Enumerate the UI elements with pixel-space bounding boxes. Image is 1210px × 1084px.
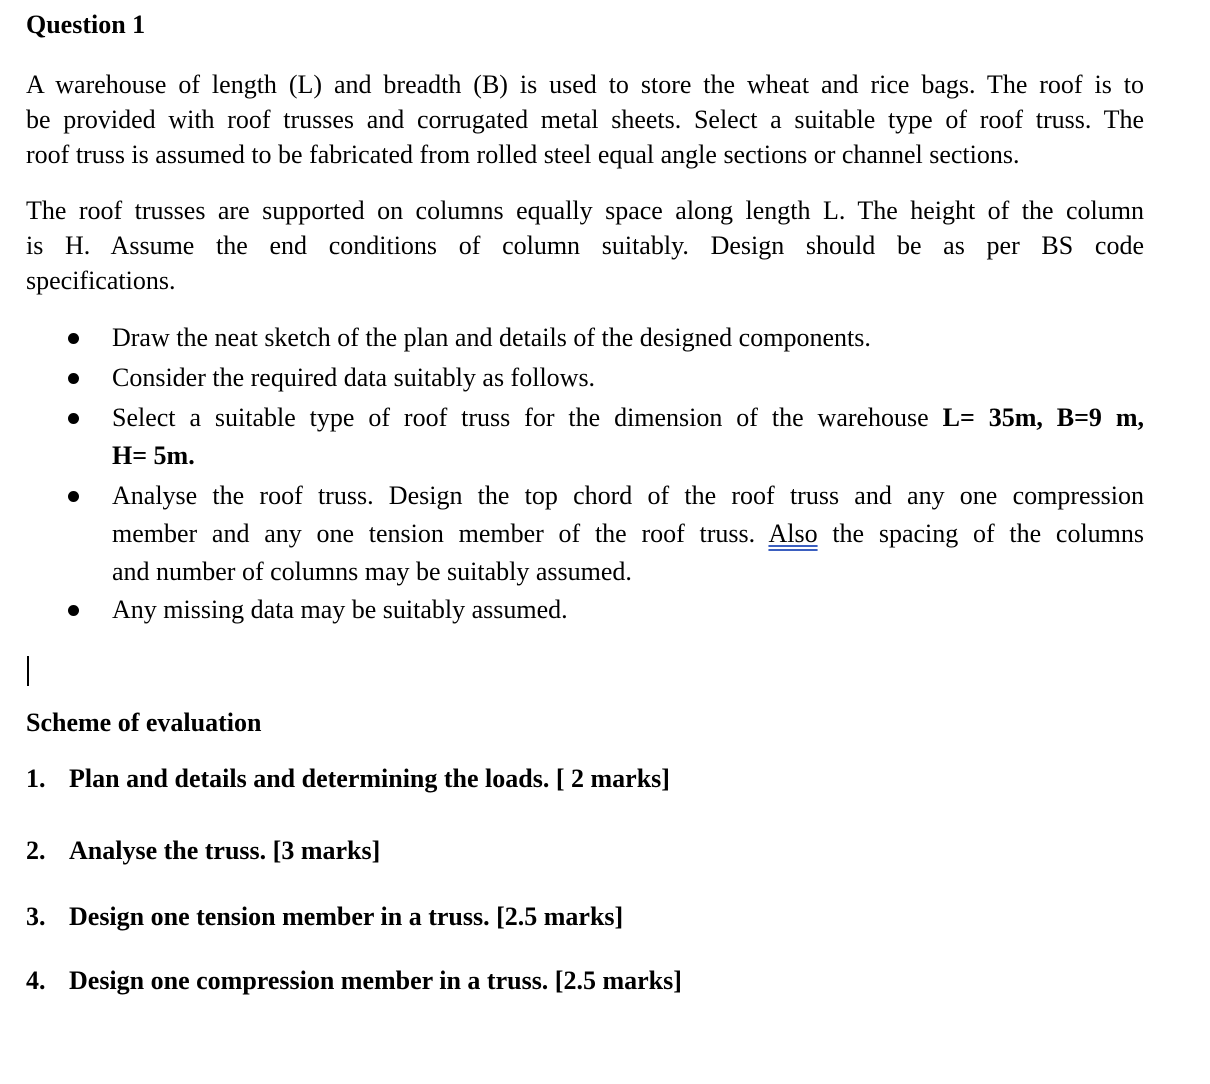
paragraph-columns xyxy=(26,193,1144,298)
paragraph-line: specifications. xyxy=(26,266,176,295)
bullet-line xyxy=(112,515,1144,553)
scheme-item-text: Design one tension member in a truss. [2.5 marks] xyxy=(69,902,624,931)
height-bold: H= 5m. xyxy=(112,441,195,470)
bullet-text-segment: member and any one tension member of the roof truss. xyxy=(112,519,756,548)
bullet-icon xyxy=(68,491,79,502)
bullet-line xyxy=(112,437,1144,475)
bullet-item-sketch xyxy=(112,319,1144,357)
scheme-item xyxy=(26,764,670,794)
bullet-icon xyxy=(68,413,79,424)
scheme-item-number: 2. xyxy=(26,836,46,865)
bullet-icon xyxy=(68,333,79,344)
scheme-item-text: Analyse the truss. [3 marks] xyxy=(69,836,381,865)
bullet-item-truss-type xyxy=(112,399,1144,475)
scheme-item-number: 1. xyxy=(26,764,46,793)
paragraph-line: The roof trusses are supported on columns equally space along length L. The height of the column xyxy=(26,196,1144,225)
bullet-item-missing-data xyxy=(112,591,1144,629)
paragraph-line: roof truss is assumed to be fabricated from rolled steel equal angle sections or channel sections. xyxy=(26,140,1020,169)
scheme-item xyxy=(26,902,623,932)
scheme-item xyxy=(26,836,380,866)
question-title: Question 1 xyxy=(26,10,146,39)
paragraph-line: is H. Assume the end conditions of column suitably. Design should be as per BS code xyxy=(26,231,1144,260)
bullet-item-data xyxy=(112,359,1144,397)
bullet-line: Analyse the roof truss. Design the top chord of the roof truss and any one compression xyxy=(112,481,1144,510)
bullet-text-segment: Select a suitable type of roof truss for the dimension of the warehouse xyxy=(112,403,929,432)
bullet-line: Draw the neat sketch of the plan and details of the designed components. xyxy=(112,323,871,352)
bullet-icon xyxy=(68,605,79,616)
scheme-title: Scheme of evaluation xyxy=(26,708,262,737)
grammar-underline-word[interactable]: Also xyxy=(768,519,818,548)
paragraph-line: be provided with roof trusses and corrugated metal sheets. Select a suitable type of roof truss. The xyxy=(26,105,1144,134)
bullet-line xyxy=(112,399,1144,437)
scheme-item-number: 4. xyxy=(26,966,46,995)
bullet-text-segment: the spacing of the columns xyxy=(832,519,1145,548)
bullet-item-analyse xyxy=(112,477,1144,591)
paragraph-line: A warehouse of length (L) and breadth (B) is used to store the wheat and rice bags. The roof is to xyxy=(26,70,1144,99)
bullet-icon xyxy=(68,373,79,384)
scheme-item-number: 3. xyxy=(26,902,46,931)
bullet-line: Consider the required data suitably as follows. xyxy=(112,363,596,392)
bullet-line: Any missing data may be suitably assumed. xyxy=(112,595,568,624)
dimensions-bold: L= 35m, B=9 m, xyxy=(942,403,1145,432)
scheme-item xyxy=(26,966,682,996)
scheme-item-text: Plan and details and determining the loads. [ 2 marks] xyxy=(69,764,670,793)
text-cursor xyxy=(27,656,29,686)
bullet-line: and number of columns may be suitably assumed. xyxy=(112,557,632,586)
paragraph-warehouse xyxy=(26,67,1144,172)
scheme-item-text: Design one compression member in a truss. [2.5 marks] xyxy=(69,966,682,995)
